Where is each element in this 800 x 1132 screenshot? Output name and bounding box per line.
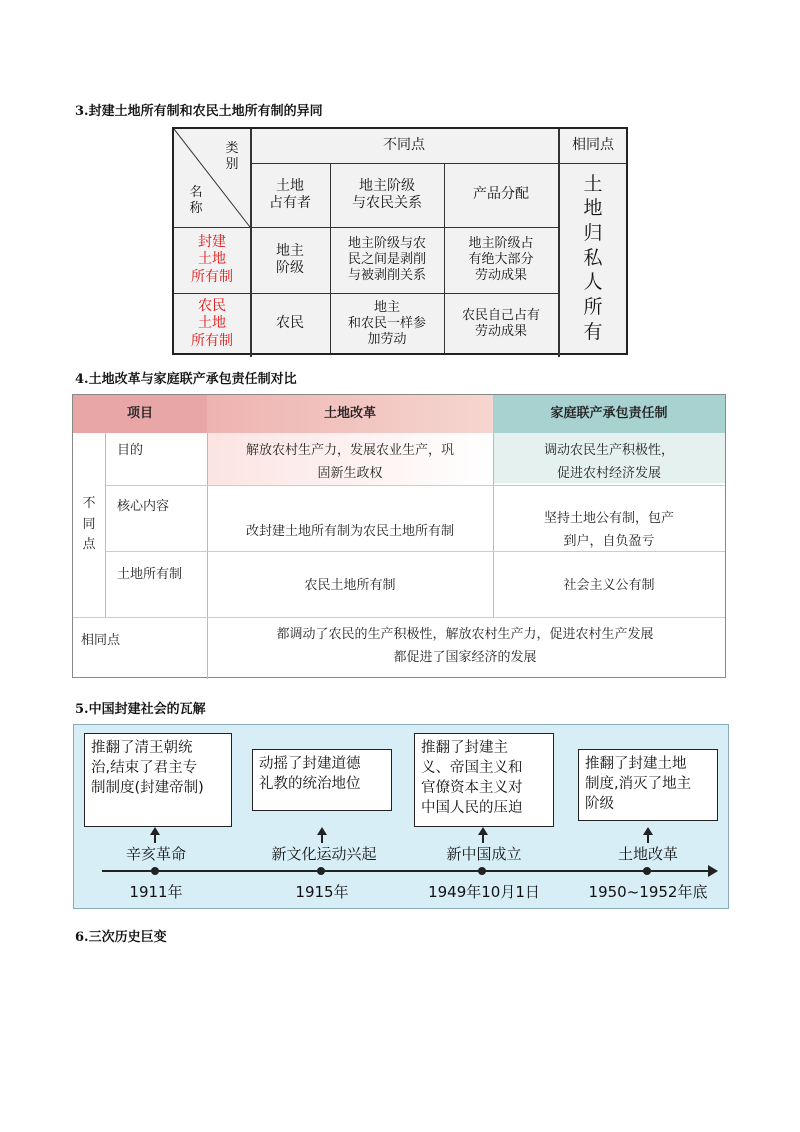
feudal-society-timeline: [73, 724, 729, 909]
row-feudal-owner: 地主 阶级: [276, 242, 304, 276]
same-value: 土 地 归 私 人 所 有: [583, 172, 603, 343]
event-prc-founded: 新中国成立: [446, 845, 522, 863]
row-ownership-label: 土地所有制: [117, 566, 183, 582]
row-feudal-distribution: 地主阶级占 有绝大部分 劳动成果: [468, 235, 534, 284]
col-land-owner: 土地 占有者: [269, 177, 311, 211]
header-household: 家庭联产承包责任制: [550, 405, 668, 421]
event-new-culture: 新文化运动兴起: [271, 845, 377, 863]
tick-1949: [478, 867, 486, 875]
timeline-box-2: 动摇了封建道德 礼教的统治地位: [252, 749, 392, 811]
row-core-label: 核心内容: [117, 498, 170, 514]
row-core-household: 坚持土地公有制，包产 到户，自负盈亏: [543, 511, 674, 549]
arrow-2-stem: [321, 833, 323, 843]
year-1949: 1949年10月1日: [428, 883, 540, 901]
corner-category-label: 类 别: [225, 140, 239, 172]
row-purpose-land: 解放农村生产力，发展农业生产，巩 固新生政权: [245, 443, 454, 481]
timeline-box-4: 推翻了封建土地 制度,消灭了地主 阶级: [578, 749, 718, 821]
event-xinhai: 辛亥革命: [125, 845, 186, 863]
diff-label: 不 同 点: [82, 495, 96, 553]
section-5-title: 5.中国封建社会的瓦解: [75, 702, 206, 717]
row-peasant-name: 农民 土地 所有制: [191, 297, 233, 349]
header-land-reform: 土地改革: [323, 405, 376, 421]
row-peasant-relationship: 地主 和农民一样参 加劳动: [347, 299, 426, 348]
diff-header: 不同点: [383, 137, 425, 154]
year-1950-1952: 1950~1952年底: [588, 883, 708, 901]
feudal-vs-peasant-land-table: [172, 127, 628, 355]
col-distribution: 产品分配: [473, 186, 529, 203]
header-item: 项目: [126, 405, 153, 421]
corner-name-label: 名 称: [189, 184, 203, 216]
row-ownership-land: 农民土地所有制: [304, 577, 396, 593]
row-feudal-relationship: 地主阶级与农 民之间是剥削 与被剥削关系: [347, 235, 426, 284]
year-1911: 1911年: [129, 883, 183, 901]
same-value-text: 都调动了农民的生产积极性，解放农村生产力，促进农村生产发展 都促进了国家经济的发展: [276, 627, 654, 665]
arrow-4-stem: [647, 833, 649, 843]
row-core-land: 改封建土地所有制为农民土地所有制: [245, 523, 454, 539]
row-feudal-name: 封建 土地 所有制: [191, 233, 233, 285]
same-label: 相同点: [81, 632, 121, 648]
row-peasant-owner: 农民: [276, 315, 304, 332]
row-purpose-label: 目的: [117, 442, 144, 458]
section-6-title: 6.三次历史巨变: [75, 930, 167, 945]
tick-1911: [151, 867, 159, 875]
col-relationship: 地主阶级 与农民关系: [352, 177, 422, 211]
section-4-title: 4.土地改革与家庭联产承包责任制对比: [75, 372, 297, 387]
event-land-reform: 土地改革: [617, 845, 678, 863]
arrow-1-stem: [154, 833, 156, 843]
row-ownership-household: 社会主义公有制: [563, 577, 655, 593]
tick-1915: [317, 867, 325, 875]
arrow-3-stem: [482, 833, 484, 843]
same-header: 相同点: [572, 137, 614, 154]
year-1915: 1915年: [295, 883, 349, 901]
timeline-axis-arrow: [708, 865, 718, 877]
row-peasant-distribution: 农民自己占有 劳动成果: [461, 307, 540, 339]
land-reform-comparison-table: [72, 394, 726, 678]
section-3-title: 3.封建土地所有制和农民土地所有制的异同: [75, 104, 323, 119]
timeline-box-3: 推翻了封建主 义、帝国主义和 官僚资本主义对 中国人民的压迫: [414, 733, 554, 827]
timeline-box-1: 推翻了清王朝统 治,结束了君主专 制制度(封建帝制): [84, 733, 232, 827]
row-purpose-household: 调动农民生产积极性， 促进农村经济发展: [543, 443, 674, 481]
tick-1950: [643, 867, 651, 875]
timeline-axis: [102, 870, 712, 872]
